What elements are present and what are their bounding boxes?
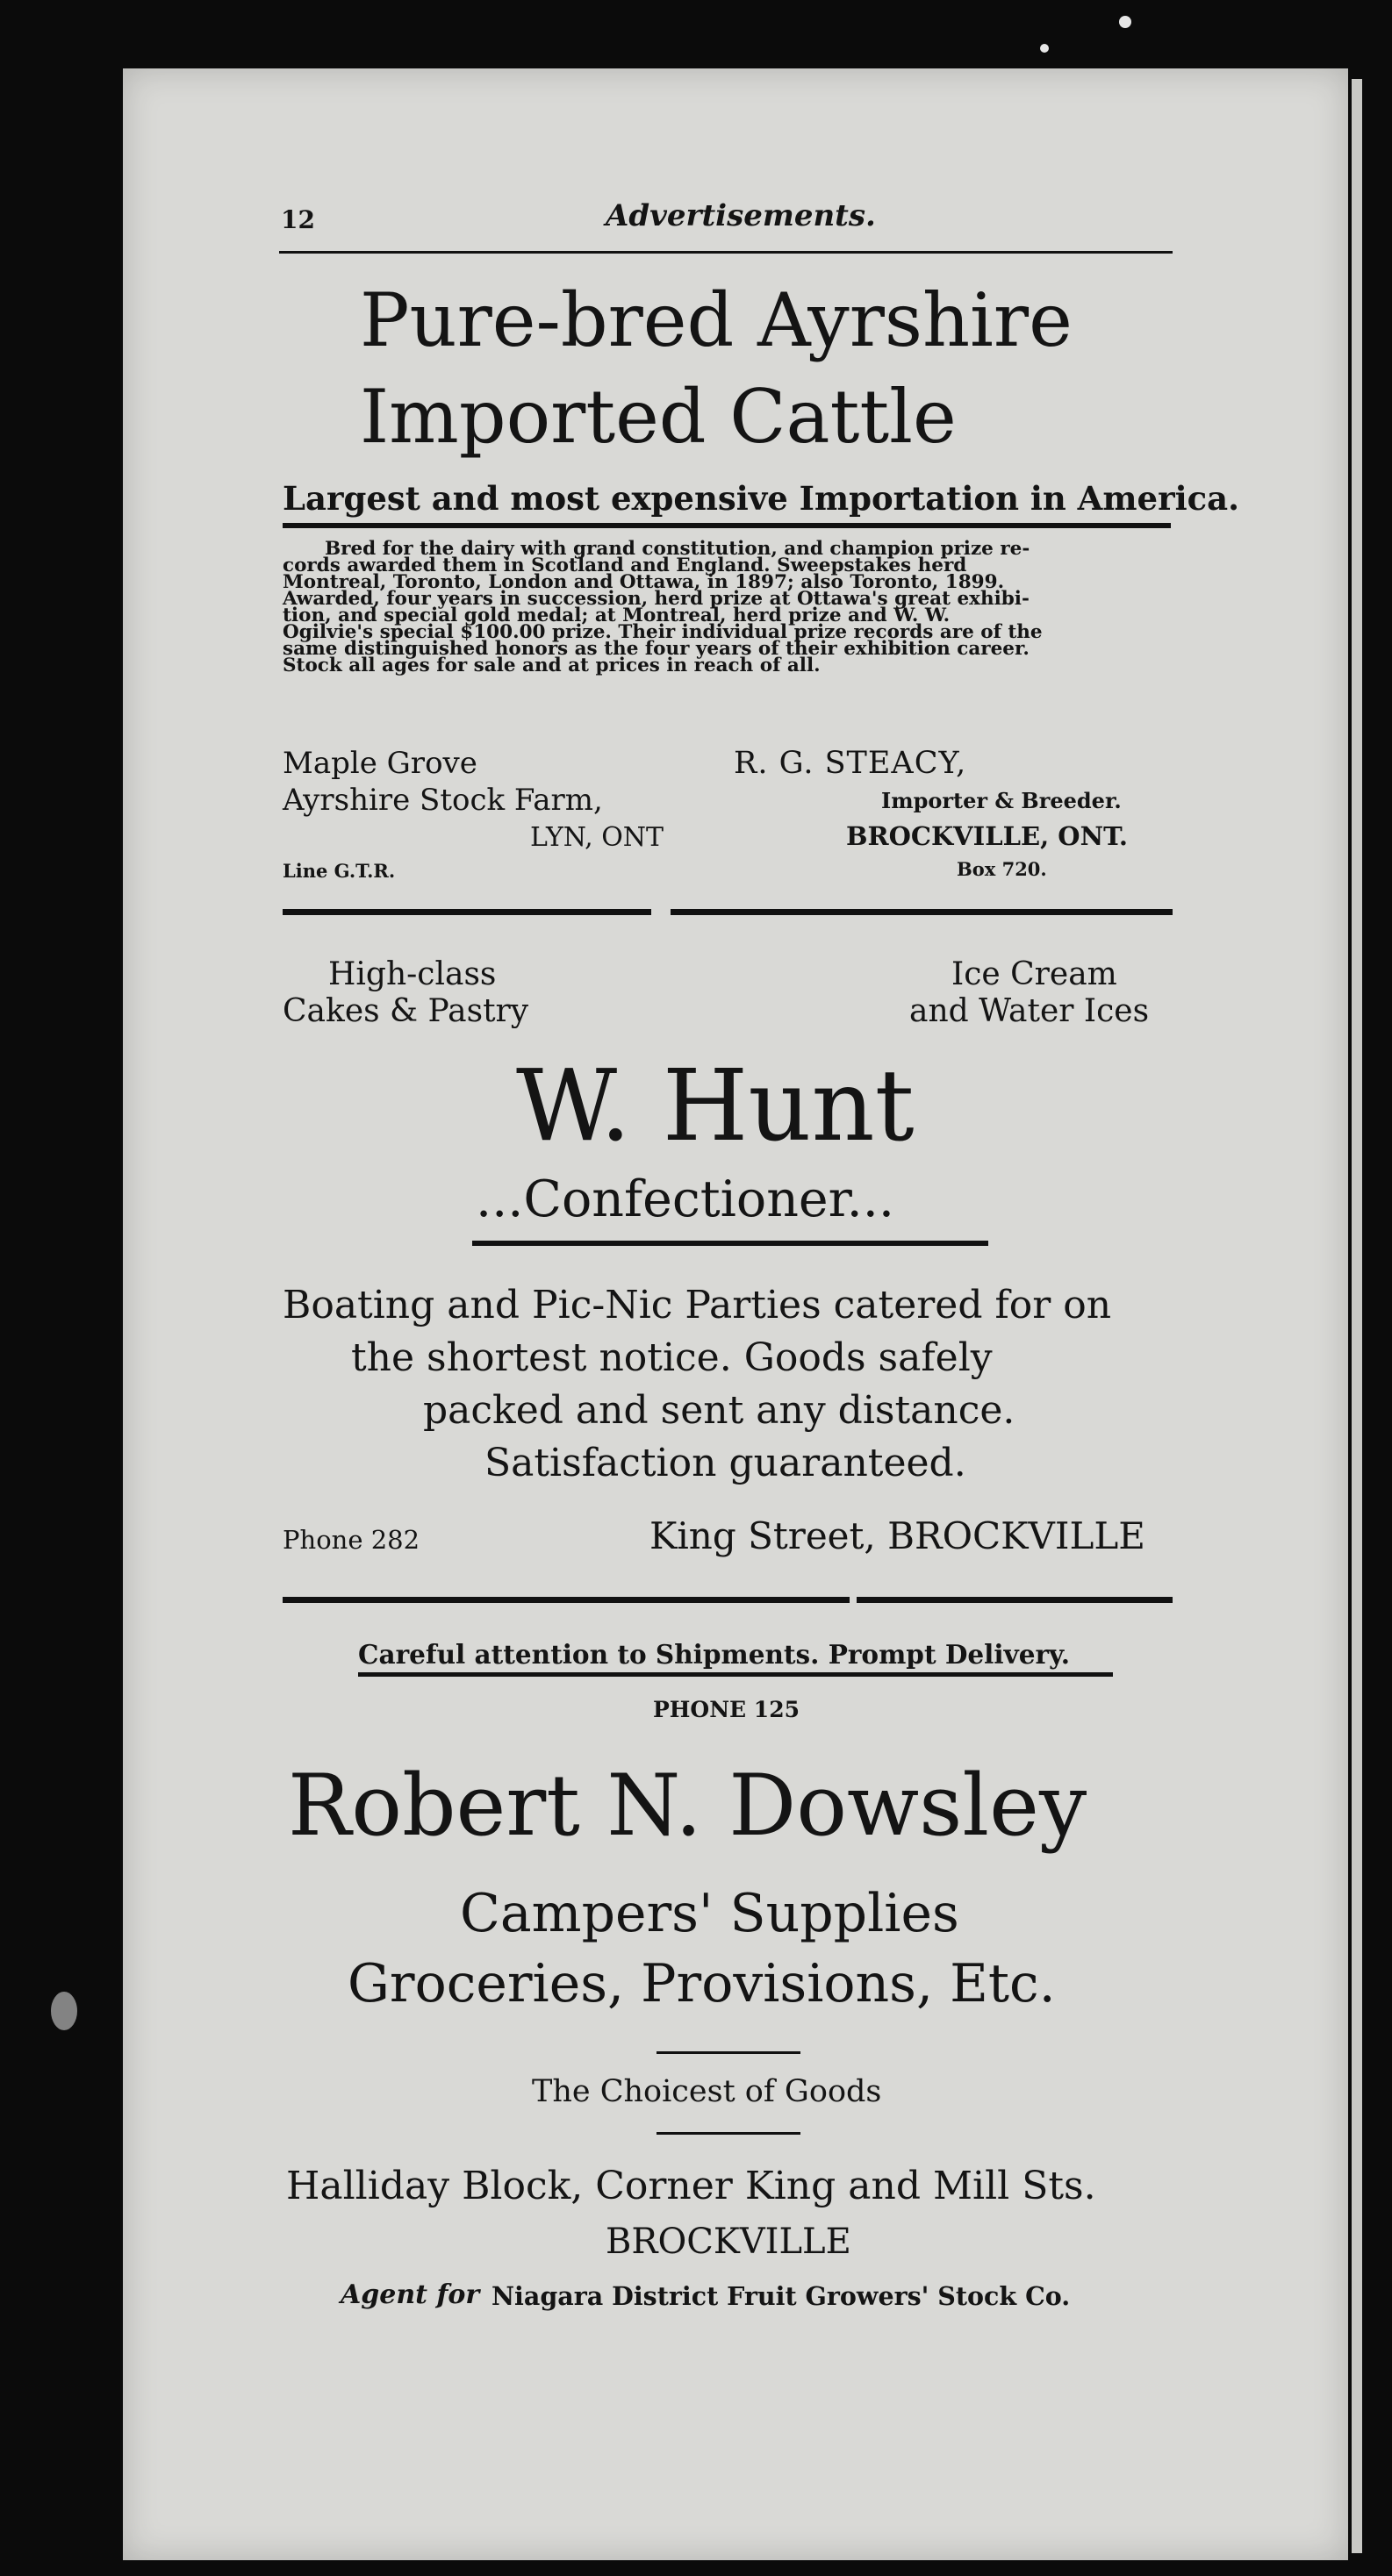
owner-box: Box 720. — [957, 858, 1047, 880]
dowsley-address: Halliday Block, Corner King and Mill Sts. — [286, 2164, 1096, 2208]
hunt-trade: ...Confectioner... — [476, 1170, 894, 1228]
ayrshire-body-line: Stock all ages for sale and at prices in reach of all. — [283, 655, 821, 676]
ayrshire-body-line: Montreal, Toronto, London and Ottawa, in 1897; also Toronto, 1899. — [283, 571, 1005, 593]
hunt-body-line: Satisfaction guaranteed. — [484, 1441, 966, 1485]
dowsley-name: Robert N. Dowsley — [288, 1757, 1087, 1855]
dowsley-agent-for: Niagara District Fruit Growers' Stock Co. — [492, 2281, 1071, 2311]
ayrshire-title-line2: Imported Cattle — [360, 374, 957, 460]
scan-speck — [1040, 44, 1049, 53]
hunt-body-line: the shortest notice. Goods safely — [351, 1335, 993, 1380]
dowsley-agent-label: Agent for — [341, 2279, 480, 2310]
ayrshire-body-line: Awarded, four years in succession, herd prize at Ottawa's great exhibi- — [283, 588, 1030, 610]
farm-location: LYN, ONT — [530, 822, 664, 853]
hunt-body-line: Boating and Pic-Nic Parties catered for on — [283, 1283, 1112, 1327]
ayrshire-subtitle-rule — [283, 523, 1171, 528]
hunt-left-line2: Cakes & Pastry — [283, 993, 529, 1029]
dowsley-notice-rule — [358, 1672, 1113, 1677]
hunt-address: King Street, BROCKVILLE — [649, 1514, 1145, 1557]
dowsley-choicest: The Choicest of Goods — [532, 2074, 882, 2109]
page-number: 12 — [281, 205, 315, 234]
ayrshire-body-line: cords awarded them in Scotland and England. Sweepstakes herd — [283, 555, 967, 576]
farm-name-line1: Maple Grove — [283, 746, 477, 781]
divider-rule — [283, 909, 651, 915]
divider-rule — [671, 909, 1173, 915]
scan-speck — [1119, 16, 1131, 28]
divider-rule — [283, 1597, 850, 1603]
dowsley-phone: PHONE 125 — [653, 1697, 800, 1722]
hunt-right-line1: Ice Cream — [951, 956, 1117, 992]
hunt-left-line1: High-class — [328, 956, 497, 992]
hunt-trade-rule — [472, 1241, 988, 1246]
scan-speck — [51, 1992, 77, 2030]
ayrshire-subtitle: Largest and most expensive Importation in America. — [283, 479, 1240, 518]
header-rule — [279, 251, 1173, 254]
ayrshire-body-line: Ogilvie's special $100.00 prize. Their individual prize records are of the — [283, 621, 1043, 643]
dowsley-notice: Careful attention to Shipments. Prompt Delivery. — [358, 1639, 1071, 1670]
dowsley-line1: Campers' Supplies — [460, 1883, 959, 1944]
owner-name: R. G. STEACY, — [734, 746, 967, 781]
farm-name-line2: Ayrshire Stock Farm, — [283, 783, 603, 818]
hunt-body-line: packed and sent any distance. — [423, 1388, 1015, 1433]
dowsley-line2: Groceries, Provisions, Etc. — [348, 1953, 1056, 2014]
section-title: Advertisements. — [606, 198, 876, 233]
hunt-name: W. Hunt — [516, 1049, 915, 1163]
owner-city: BROCKVILLE, ONT. — [846, 821, 1129, 851]
dowsley-city: BROCKVILLE — [606, 2222, 851, 2262]
hunt-right-line2: and Water Ices — [909, 993, 1150, 1029]
owner-role: Importer & Breeder. — [881, 788, 1122, 813]
dowsley-short-rule — [657, 2051, 800, 2054]
ayrshire-body-line: tion, and special gold medal; at Montreal, herd prize and W. W. — [283, 605, 951, 626]
ayrshire-body-line: same distinguished honors as the four years of their exhibition career. — [283, 638, 1030, 660]
dowsley-short-rule — [657, 2132, 800, 2135]
page-edge — [1352, 79, 1362, 2553]
divider-rule — [857, 1597, 1173, 1603]
ayrshire-title-line1: Pure-bred Ayrshire — [360, 277, 1073, 363]
ayrshire-body-line: Bred for the dairy with grand constitution, and champion prize re- — [325, 538, 1030, 560]
farm-railway-line: Line G.T.R. — [283, 860, 396, 882]
hunt-phone: Phone 282 — [283, 1525, 420, 1555]
